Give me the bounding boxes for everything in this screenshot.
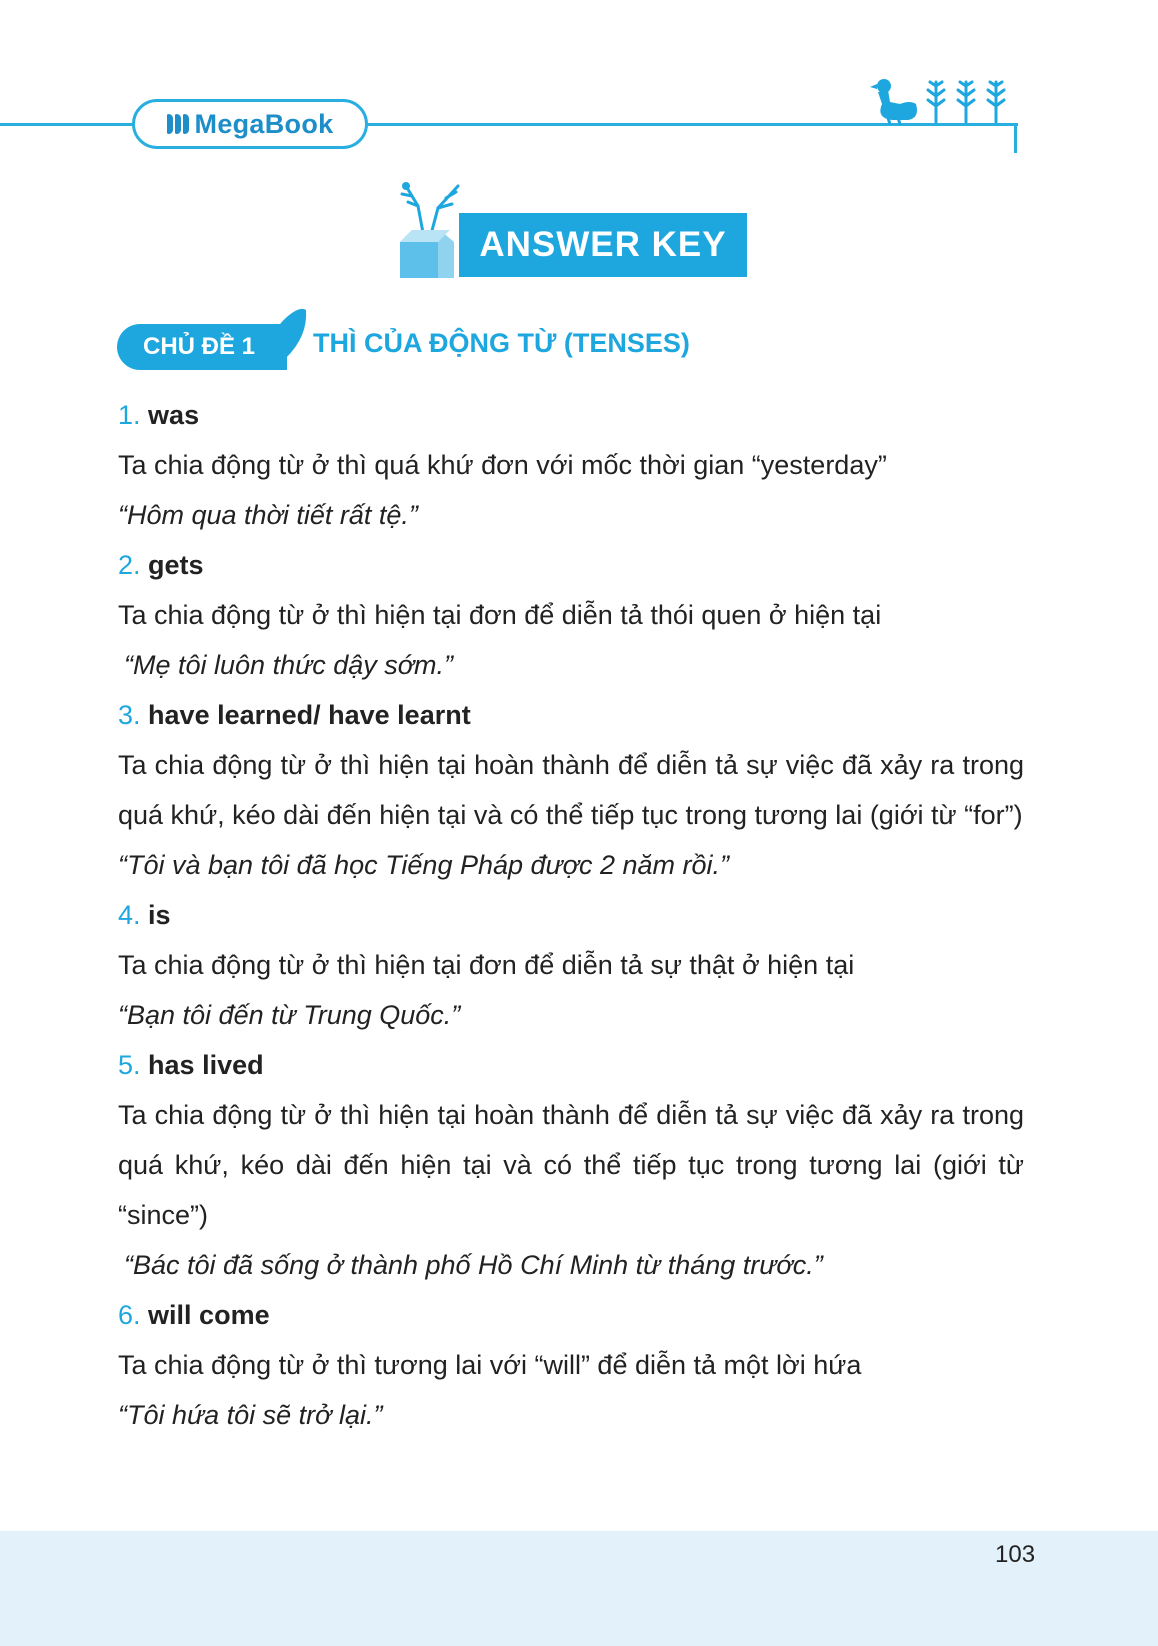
item-answer: will come <box>148 1300 270 1330</box>
page-footer <box>0 1531 1158 1646</box>
item-translation: “Tôi hứa tôi sẽ trở lại.” <box>118 1400 383 1430</box>
item-explanation: Ta chia động từ ở thì hiện tại đơn để diễn tả thói quen ở hiện tại <box>118 600 882 630</box>
answer-item-1 <box>118 390 1024 440</box>
item-number: 1. <box>118 400 141 430</box>
item-number: 6. <box>118 1300 141 1330</box>
item-translation: “Bạn tôi đến từ Trung Quốc.” <box>118 1000 461 1030</box>
topic-title: THÌ CỦA ĐỘNG TỪ (TENSES) <box>313 328 690 358</box>
item-translation: “Mẹ tôi luôn thức dậy sớm.” <box>124 650 454 680</box>
item-answer: gets <box>148 550 204 580</box>
item-explanation: Ta chia động từ ở thì hiện tại hoàn thành để diễn tả sự việc đã xảy ra trong quá khứ, kéo dài đến hiện tại và có thể tiếp tục trong tương lai (giới từ “for”) <box>118 750 1024 830</box>
item-number: 4. <box>118 900 141 930</box>
item-translation: “Hôm qua thời tiết rất tệ.” <box>118 500 418 530</box>
page-number: 103 <box>995 1541 1036 1568</box>
item-translation: “Tôi và bạn tôi đã học Tiếng Pháp được 2 năm rồi.” <box>118 850 730 880</box>
answer-list <box>118 390 1024 1440</box>
answer-item-3 <box>118 690 1024 740</box>
item-number: 2. <box>118 550 141 580</box>
topic-badge: CHỦ ĐỀ 1 <box>117 324 287 370</box>
duck-and-plants-icon <box>868 74 1014 126</box>
item-explanation: Ta chia động từ ở thì hiện tại đơn để diễn tả sự thật ở hiện tại <box>118 950 855 980</box>
item-answer: has lived <box>148 1050 264 1080</box>
answer-key-title: ANSWER KEY <box>459 213 747 277</box>
item-answer: is <box>148 900 171 930</box>
item-explanation: Ta chia động từ ở thì quá khứ đơn với mốc thời gian “yesterday” <box>118 450 887 480</box>
answer-item-4 <box>118 890 1024 940</box>
item-answer: have learned/ have learnt <box>148 700 471 730</box>
header-rule-end <box>1014 123 1017 153</box>
item-explanation: Ta chia động từ ở thì hiện tại hoàn thành để diễn tả sự việc đã xảy ra trong quá khứ, kéo dài đến hiện tại và có thể tiếp tục trong tương lai (giới từ “since”) <box>118 1100 1024 1230</box>
item-number: 5. <box>118 1050 141 1080</box>
megabook-logo <box>132 99 368 149</box>
house-plant-icon <box>398 180 464 278</box>
item-explanation: Ta chia động từ ở thì tương lai với “will” để diễn tả một lời hứa <box>118 1350 862 1380</box>
brand-name: MegaBook <box>194 108 334 139</box>
answer-item-2 <box>118 540 1024 590</box>
item-translation: “Bác tôi đã sống ở thành phố Hồ Chí Minh từ tháng trước.” <box>124 1250 823 1280</box>
item-number: 3. <box>118 700 141 730</box>
item-answer: was <box>148 400 200 430</box>
answer-item-6 <box>118 1290 1024 1340</box>
megabook-logo-icon <box>167 114 189 134</box>
answer-item-5 <box>118 1040 1024 1090</box>
